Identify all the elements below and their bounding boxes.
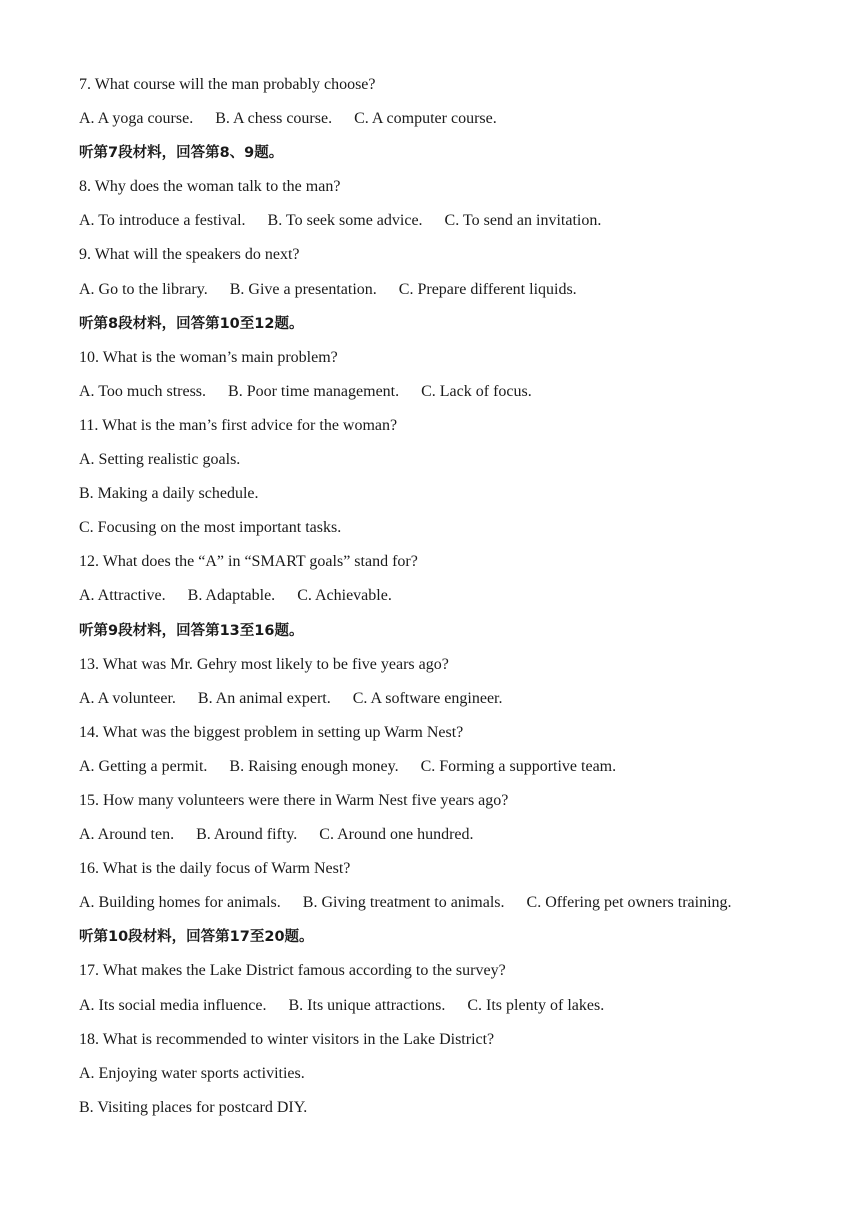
answer-options — [79, 1062, 839, 1096]
answer-options — [79, 380, 839, 414]
answer-options — [79, 516, 839, 550]
answer-option: A. Building homes for animals. — [79, 894, 281, 912]
answer-option: A. Attractive. — [79, 587, 166, 605]
question-text: 11. What is the man’s first advice for the woman? — [79, 416, 398, 434]
answer-option: C. A computer course. — [354, 110, 497, 128]
answer-options — [79, 107, 839, 141]
answer-option: C. Focusing on the most important tasks. — [79, 519, 342, 537]
section-instruction: 听第7段材料，回答第8、9题。 — [79, 145, 284, 162]
answer-option: A. Around ten. — [79, 826, 175, 844]
section-instruction: 听第10段材料，回答第17至20题。 — [79, 929, 314, 946]
question-text: 14. What was the biggest problem in setting up Warm Nest? — [79, 723, 464, 741]
question-text: 10. What is the woman’s main problem? — [79, 348, 338, 366]
answer-options — [79, 994, 839, 1028]
answer-option: C. Achievable. — [297, 587, 392, 605]
answer-option: B. Poor time management. — [228, 382, 400, 400]
answer-option: C. Lack of focus. — [421, 382, 532, 400]
answer-options — [79, 209, 839, 243]
answer-options — [79, 1096, 839, 1130]
answer-options — [79, 823, 839, 857]
answer-option: B. A chess course. — [215, 110, 333, 128]
answer-option: C. A software engineer. — [352, 689, 503, 707]
answer-option: B. Making a daily schedule. — [79, 485, 259, 503]
answer-option: A. Too much stress. — [79, 382, 207, 400]
answer-option: C. Prepare different liquids. — [398, 280, 577, 298]
answer-option: A. Its social media influence. — [79, 996, 267, 1014]
question-text: 18. What is recommended to winter visitors in the Lake District? — [79, 1030, 495, 1048]
answer-option: A. Enjoying water sports activities. — [79, 1064, 305, 1082]
question-text: 8. Why does the woman talk to the man? — [79, 178, 341, 196]
section-instruction: 听第8段材料，回答第10至12题。 — [79, 315, 304, 332]
answer-option: A. Go to the library. — [79, 280, 208, 298]
answer-options — [79, 755, 839, 789]
question-text: 13. What was Mr. Gehry most likely to be five years ago? — [79, 655, 449, 673]
answer-option: B. Raising enough money. — [229, 757, 399, 775]
answer-options — [79, 584, 839, 618]
answer-options — [79, 448, 839, 482]
answer-option: C. Offering pet owners training. — [526, 894, 732, 912]
answer-option: A. To introduce a festival. — [79, 212, 246, 230]
answer-option: C. Around one hundred. — [319, 826, 474, 844]
answer-option: A. A yoga course. — [79, 110, 194, 128]
answer-option: A. A volunteer. — [79, 689, 176, 707]
question-text: 16. What is the daily focus of Warm Nest? — [79, 860, 351, 878]
answer-option: B. Visiting places for postcard DIY. — [79, 1098, 308, 1116]
answer-option: B. An animal expert. — [197, 689, 331, 707]
answer-option: B. Giving treatment to animals. — [302, 894, 505, 912]
answer-options — [79, 891, 839, 925]
answer-option: A. Getting a permit. — [79, 757, 208, 775]
answer-options — [79, 687, 839, 721]
question-text: 15. How many volunteers were there in Warm Nest five years ago? — [79, 791, 509, 809]
answer-option: C. Its plenty of lakes. — [467, 996, 605, 1014]
answer-option: B. To seek some advice. — [267, 212, 423, 230]
answer-option: C. Forming a supportive team. — [420, 757, 617, 775]
exam-page — [79, 73, 839, 1130]
answer-options — [79, 278, 839, 312]
question-text: 7. What course will the man probably choose? — [79, 76, 376, 93]
question-text: 17. What makes the Lake District famous according to the survey? — [79, 962, 506, 980]
answer-option: C. To send an invitation. — [444, 212, 602, 230]
answer-option: B. Give a presentation. — [229, 280, 377, 298]
question-text: 9. What will the speakers do next? — [79, 246, 300, 264]
answer-options — [79, 482, 839, 516]
answer-option: B. Its unique attractions. — [288, 996, 446, 1014]
question-text: 12. What does the “A” in “SMART goals” stand for? — [79, 553, 418, 571]
answer-option: A. Setting realistic goals. — [79, 451, 241, 469]
section-instruction: 听第9段材料，回答第13至16题。 — [79, 622, 304, 639]
answer-option: B. Around fifty. — [196, 826, 298, 844]
answer-option: B. Adaptable. — [187, 587, 276, 605]
